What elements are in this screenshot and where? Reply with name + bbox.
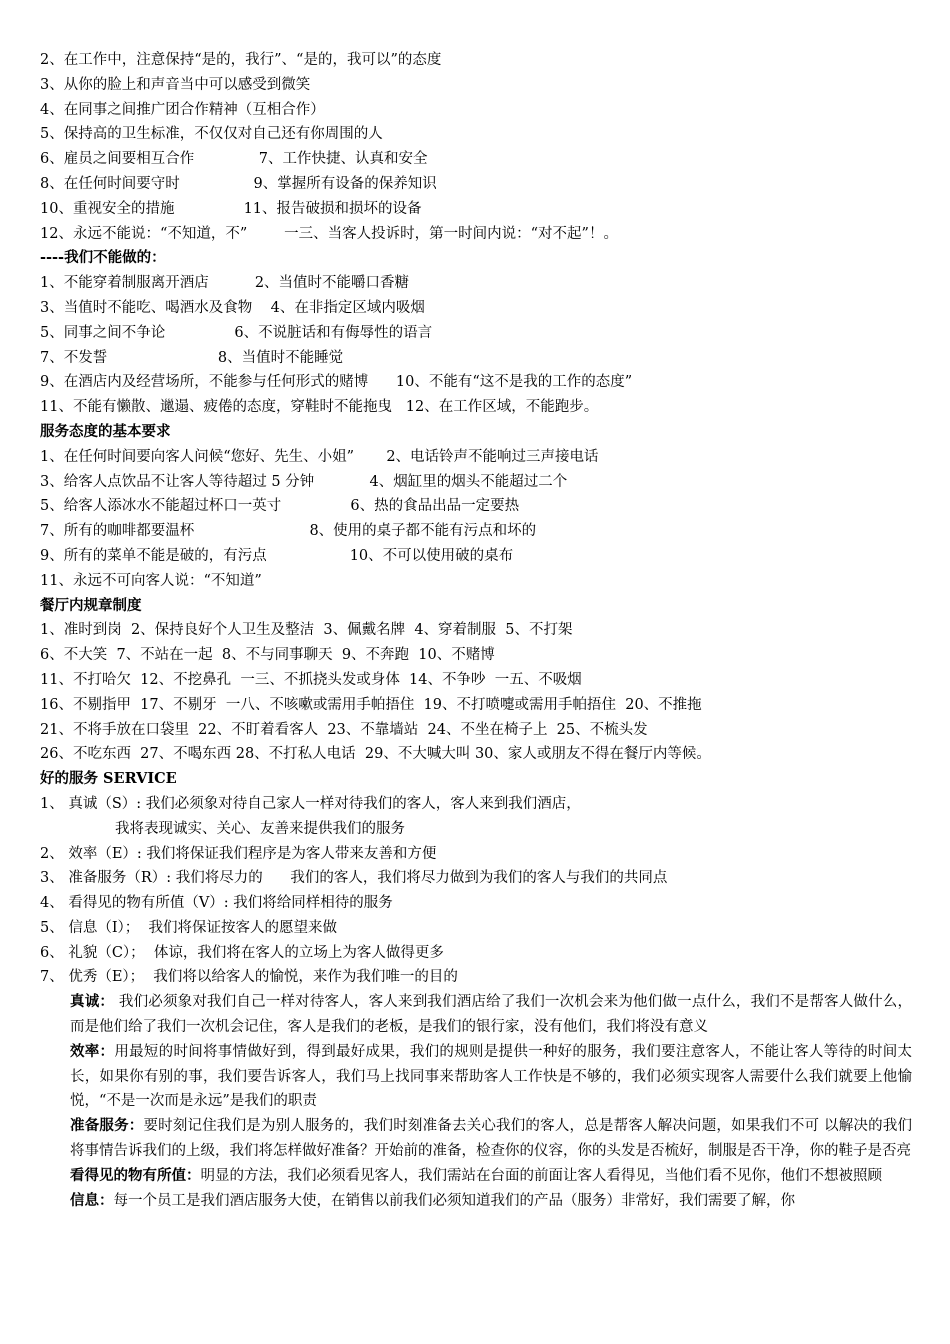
text-line: 7、所有的咖啡都要温杯 8、使用的桌子都不能有污点和坏的 xyxy=(40,523,537,540)
text-line: 1、 真诚（S）: 我们必须象对待自己家人一样对待我们的客人，客人来到我们酒店， xyxy=(40,795,581,812)
text-line: 10、重视安全的措施 11、报告破损和损坏的设备 xyxy=(40,200,422,217)
text-line: 6、 礼貌（C）； 体谅，我们将在客人的立场上为客人做得更多 xyxy=(40,944,444,961)
paragraph-text: 用最短的时间将事情做好到，得到最好成果，我们的规则是提供一种好的服务，我们要注意客人，不能让客人等待的时间太长，如果你有别的事，我们要告诉客人，我们马上找同事来帮助客人工作快是不够的，我们必须实现客人需要什么我们就要上他愉悦，“不是一次而是永远”是我们的职责 xyxy=(70,1043,913,1110)
text-line: 21、不将手放在口袋里 22、不盯着看客人 23、不靠墙站 24、不坐在椅子上 25、不梳头发 xyxy=(40,721,648,738)
paragraph-text: 明显的方法，我们必须看见客人，我们需站在台面的前面让客人看得见，当他们看不见你，他们不想被照顾 xyxy=(200,1167,882,1184)
paragraph-text: 每一个员工是我们酒店服务大使，在销售以前我们必须知道我们的产品（服务）非常好，我们需要了解，你 xyxy=(113,1192,795,1209)
paragraph-text: 我们必须象对我们自己一样对待客人，客人来到我们酒店给了我们一次机会来为他们做一点什么，我们不是帮客人做什么，而是他们给了我们一次机会记住，客人是我们的老板，是我们的银行家，没有他们，我们将没有意义 xyxy=(70,994,912,1036)
text-line: 11、永远不可向客人说：“不知道” xyxy=(40,572,262,589)
text-line: 26、不吃东西 27、不喝东西 28、不打私人电话 29、不大喊大叫 30、家人或朋友不得在餐厅内等候。 xyxy=(40,746,711,763)
text-line: 1、准时到岗 2、保持良好个人卫生及整洁 3、佩戴名牌 4、穿着制服 5、不打架 xyxy=(40,622,573,639)
text-line: 6、不大笑 7、不站在一起 8、不与同事聊天 9、不奔跑 10、不赌博 xyxy=(40,647,495,664)
text-line: 9、在酒店内及经营场所，不能参与任何形式的赌博 10、不能有“这不是我的工作的态度” xyxy=(40,374,633,391)
text-line: 3、给客人点饮品不让客人等待超过 5 分钟 4、烟缸里的烟头不能超过二个 xyxy=(40,473,568,490)
paragraph-label: 真诚： xyxy=(70,993,115,1011)
paragraph-label: 效率： xyxy=(70,1042,115,1060)
heading-rules: 餐厅内规章制度 xyxy=(40,596,142,614)
text-line: 7、 优秀（E）； 我们将以给客人的愉悦，来作为我们唯一的目的 xyxy=(40,969,458,986)
text-line: 16、不剔指甲 17、不剔牙 一八、不咳嗽或需用手帕捂住 19、不打喷嚏或需用手帕捂住 20、不推拖 xyxy=(40,696,702,713)
text-line: 5、保持高的卫生标准，不仅仅对自己还有你周围的人 xyxy=(40,126,383,143)
text-line: 3、从你的脸上和声音当中可以感受到微笑 xyxy=(40,76,311,93)
text-line: 11、不能有懒散、邋遢、疲倦的态度，穿鞋时不能拖曳 12、在工作区域，不能跑步。 xyxy=(40,399,599,416)
heading-service: 好的服务 SERVICE xyxy=(40,770,177,788)
section-service xyxy=(40,792,912,817)
section-service-2 xyxy=(40,842,912,991)
paragraph-text: 要时刻记住我们是为别人服务的，我们时刻准备去关心我们的客人，总是帮客人解决问题，如果我们不可 以解决的我们将事情告诉我们的上级，我们将怎样做好准备？开始前的准备，检查你的仪容，你的头发是否梳好，制服是否干净，你的鞋子是否亮 xyxy=(70,1118,913,1160)
text-line: 5、给客人添冰水不能超过杯口一英寸 6、热的食品出品一定要热 xyxy=(40,498,520,515)
paragraph-label: 准备服务： xyxy=(70,1117,144,1135)
paragraph-label: 信息： xyxy=(70,1191,114,1209)
text-line: 4、 看得见的物有所值（V）: 我们将给同样相待的服务 xyxy=(40,895,393,912)
text-line: 5、 信息（I）； 我们将保证按客人的愿望来做 xyxy=(40,919,338,936)
service-indent-line: 我将表现诚实、关心、友善来提供我们的服务 xyxy=(115,820,405,837)
text-line: 6、雇员之间要相互合作 7、工作快捷、认真和安全 xyxy=(40,151,428,168)
text-line: 11、不打哈欠 12、不挖鼻孔 一三、不抓挠头发或身体 14、不争吵 一五、不吸烟 xyxy=(40,671,582,688)
heading-cannot: ----我们不能做的： xyxy=(40,249,166,267)
section-paragraphs xyxy=(40,990,912,1213)
text-line: 1、在任何时间要向客人问候“您好、先生、小姐” 2、电话铃声不能响过三声接电话 xyxy=(40,448,599,465)
text-line: 12、永远不能说：“不知道，不” 一三、当客人投诉时，第一时间内说：“对不起”！。 xyxy=(40,225,618,242)
heading-attitude: 服务态度的基本要求 xyxy=(40,422,171,440)
text-line: 3、 准备服务（R）: 我们将尽力的 我们的客人，我们将尽力做到为我们的客人与我们的共同点 xyxy=(40,870,668,887)
text-line: 7、不发誓 8、当值时不能睡觉 xyxy=(40,349,344,366)
document-page xyxy=(40,48,912,1213)
text-line: 1、不能穿着制服离开酒店 2、当值时不能嚼口香糖 xyxy=(40,275,410,292)
section-conduct xyxy=(40,48,912,246)
text-line: 2、 效率（E）: 我们将保证我们程序是为客人带来友善和方便 xyxy=(40,845,437,862)
text-line: 8、在任何时间要守时 9、掌握所有设备的保养知识 xyxy=(40,175,437,192)
section-attitude xyxy=(40,445,912,594)
text-line: 3、当值时不能吃、喝酒水及食物 4、在非指定区域内吸烟 xyxy=(40,299,425,316)
text-line: 5、同事之间不争论 6、不说脏话和有侮辱性的语言 xyxy=(40,324,433,341)
paragraph xyxy=(40,1189,912,1214)
text-line: 4、在同事之间推广团合作精神（互相合作） xyxy=(40,101,325,118)
paragraph xyxy=(40,1114,912,1164)
paragraph xyxy=(40,990,912,1040)
paragraph xyxy=(40,1040,912,1114)
section-rules xyxy=(40,618,912,767)
text-line: 2、在工作中，注意保持“是的，我行”、“是的，我可以”的态度 xyxy=(40,52,442,68)
section-cannot xyxy=(40,271,912,420)
paragraph-label: 看得见的物有所值： xyxy=(70,1166,201,1184)
paragraph xyxy=(40,1164,912,1189)
text-line: 9、所有的菜单不能是破的，有污点 10、不可以使用破的桌布 xyxy=(40,547,514,564)
